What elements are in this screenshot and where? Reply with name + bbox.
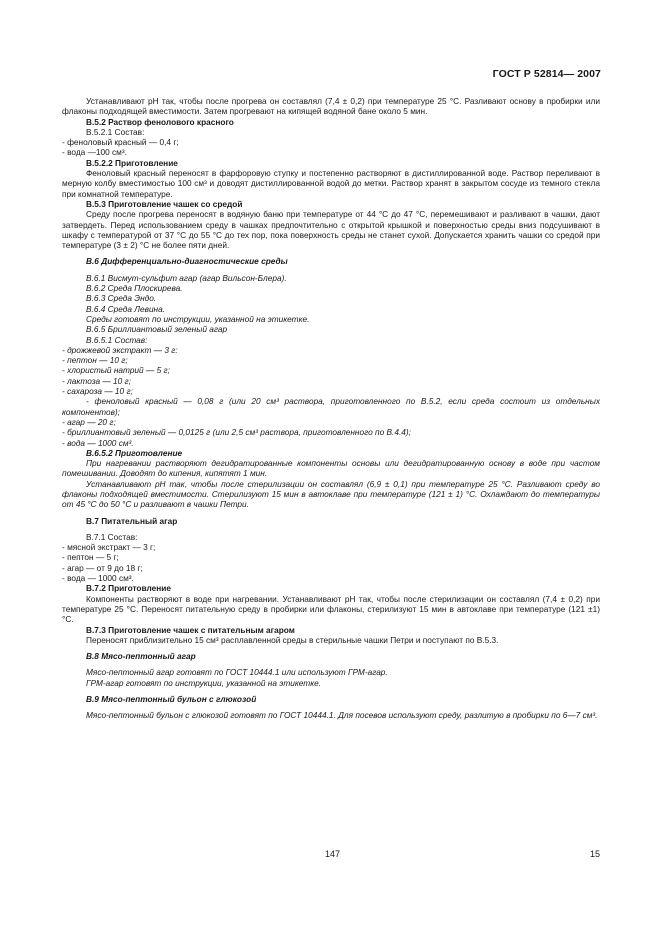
paragraph: При нагревании растворяют дегидратированные компоненты основы или дегидратированную основу в воде при частом помешивании. Доводят до кипения, кипятят 1 мин.: [62, 458, 600, 479]
list-item: - дрожжевой экстракт — 3 г:: [62, 344, 178, 355]
list-item: - бриллиантовый зеленый — 0,0125 г (или 2,5 см³ раствора, приготовленного по В.4.4);: [62, 427, 411, 438]
list-item: - лактоза — 10 г;: [62, 375, 131, 386]
section-heading: В.9 Мясо-пептонный бульон с глюкозой: [86, 694, 257, 705]
paragraph: Среду после прогрева переносят в водяную баню при температуре от 44 °С до 47 °С, перемешивают и разливают в чашки, дают затвердеть. Перед использованием среду в чашках предпочтительно с открытой крышкой и поверхностью среды вниз подсушивают в шкафу с температурой от 37 °С до 55 °С до тех пор, пока поверхность среды не станет сухой. Допускается хранить чашки со средой при температуре (3 ± 2) °С не более пяти дней.: [62, 209, 600, 251]
list-item: - агар — 20 г;: [62, 416, 116, 427]
list-item: - пептон — 10 г;: [62, 355, 128, 366]
list-item: - вода — 1000 см³.: [62, 573, 134, 584]
section-heading: В.8 Мясо-пептонный агар: [86, 651, 196, 662]
section-heading: В.7 Питательный агар: [86, 515, 178, 526]
list-item: - вода — 1000 см³.: [62, 437, 134, 448]
list-item: - сахароза — 10 г;: [62, 386, 133, 397]
section-heading: В.5.2 Раствор фенолового красного: [86, 116, 234, 127]
section-heading: В.5.3 Приготовление чашек со средой: [86, 198, 243, 209]
page-number: 15: [589, 849, 600, 859]
paragraph: Устанавливают рН так, чтобы после стерилизации он составлял (6,9 ± 0,1) при температуре 25 °С. Разливают среду во флаконы подходящей вместимости. Стерилизуют 15 мин в автоклаве при температуре (121 ± 1) °С. Охлаждают до температуры от 45 °С до 50 °С и разливают в чашки Петри.: [62, 478, 600, 510]
paragraph: В.6.1 Висмут-сульфит агар (агар Вильсон-Блера).: [86, 272, 287, 283]
paragraph: В.6.2 Среда Плоскирева.: [86, 283, 183, 294]
paragraph: Компоненты растворяют в воде при нагревании. Устанавливают рН так, чтобы после стерилизации он составлял (7,4 ± 0,2) при температуре 25 °С. Переносят питательную среду в пробирки или флаконы, стерилизуют 15 мин в автоклаве при температуре (121 ±1) °С.: [62, 593, 600, 625]
paragraph: В.5.2.1 Состав:: [86, 126, 145, 137]
paragraph: В.7.1 Состав:: [86, 531, 138, 542]
paragraph: В.6.3 Среда Эндо.: [86, 293, 157, 304]
document-body: [62, 96, 600, 721]
paragraph: ГРМ-агар готовят по инструкции, указанной на этикетке.: [86, 677, 322, 688]
paragraph: В.6.4 Среда Левина.: [86, 303, 166, 314]
section-heading: В.6 Дифференциально-диагностические среды: [86, 256, 288, 267]
document-header: ГОСТ Р 52814— 2007: [492, 68, 601, 80]
paragraph: Устанавливают рН так, чтобы после прогрева он составлял (7,4 ± 0,2) при температуре 25 °С. Разливают основу в пробирки или флаконы подходящей вместимости. Затем прогревают на кипящей водяной бане около 5 мин.: [62, 96, 600, 117]
section-heading: В.5.2.2 Приготовление: [86, 157, 178, 168]
footer-number: 147: [325, 849, 341, 859]
list-item: - вода —100 см³.: [62, 147, 127, 158]
paragraph: Переносят приблизительно 15 см³ расплавленной среды в стерильные чашки Петри и поступают по В.5.3.: [86, 634, 499, 645]
list-item: - феноловый красный — 0,08 г (или 20 см³ раствора, приготовленного по В.5.2, если среда состоит из отдельных компонентов);: [62, 396, 600, 417]
list-item: - мясной экстракт — 3 г;: [62, 542, 156, 553]
section-heading: В.7.3 Приготовление чашек с питательным агаром: [86, 624, 295, 635]
list-item: - хлористый натрий — 5 г;: [62, 365, 170, 376]
paragraph: Мясо-пептонный агар готовят по ГОСТ 10444.1 или используют ГРМ-агар.: [86, 667, 388, 678]
paragraph: В.6.5.1 Состав:: [86, 334, 148, 345]
list-item: - агар — от 9 до 18 г;: [62, 562, 143, 573]
paragraph: В.6.5 Бриллиантовый зеленый агар: [86, 324, 228, 335]
paragraph: Среды готовят по инструкции, указанной на этикетке.: [86, 313, 310, 324]
paragraph: Феноловый красный переносят в фарфоровую ступку и постепенно растворяют в дистиллированной воде. Раствор переливают в мерную колбу вместимостью 100 см³ и доводят дистиллированной водой до метки. Раствор хранят в закрытом сосуде из темного стекла при комнатной температуре.: [62, 168, 600, 199]
section-heading: В.6.5.2 Приготовление: [86, 447, 183, 458]
section-heading: В.7.2 Приготовление: [86, 583, 171, 594]
paragraph: Мясо-пептонный бульон с глюкозой готовят по ГОСТ 10444.1. Для посевов используют среду, разлитую в пробирки по 6—7 см³.: [86, 710, 598, 721]
list-item: - феноловый красный — 0,4 г;: [62, 137, 179, 148]
list-item: - пептон — 5 г;: [62, 552, 119, 563]
